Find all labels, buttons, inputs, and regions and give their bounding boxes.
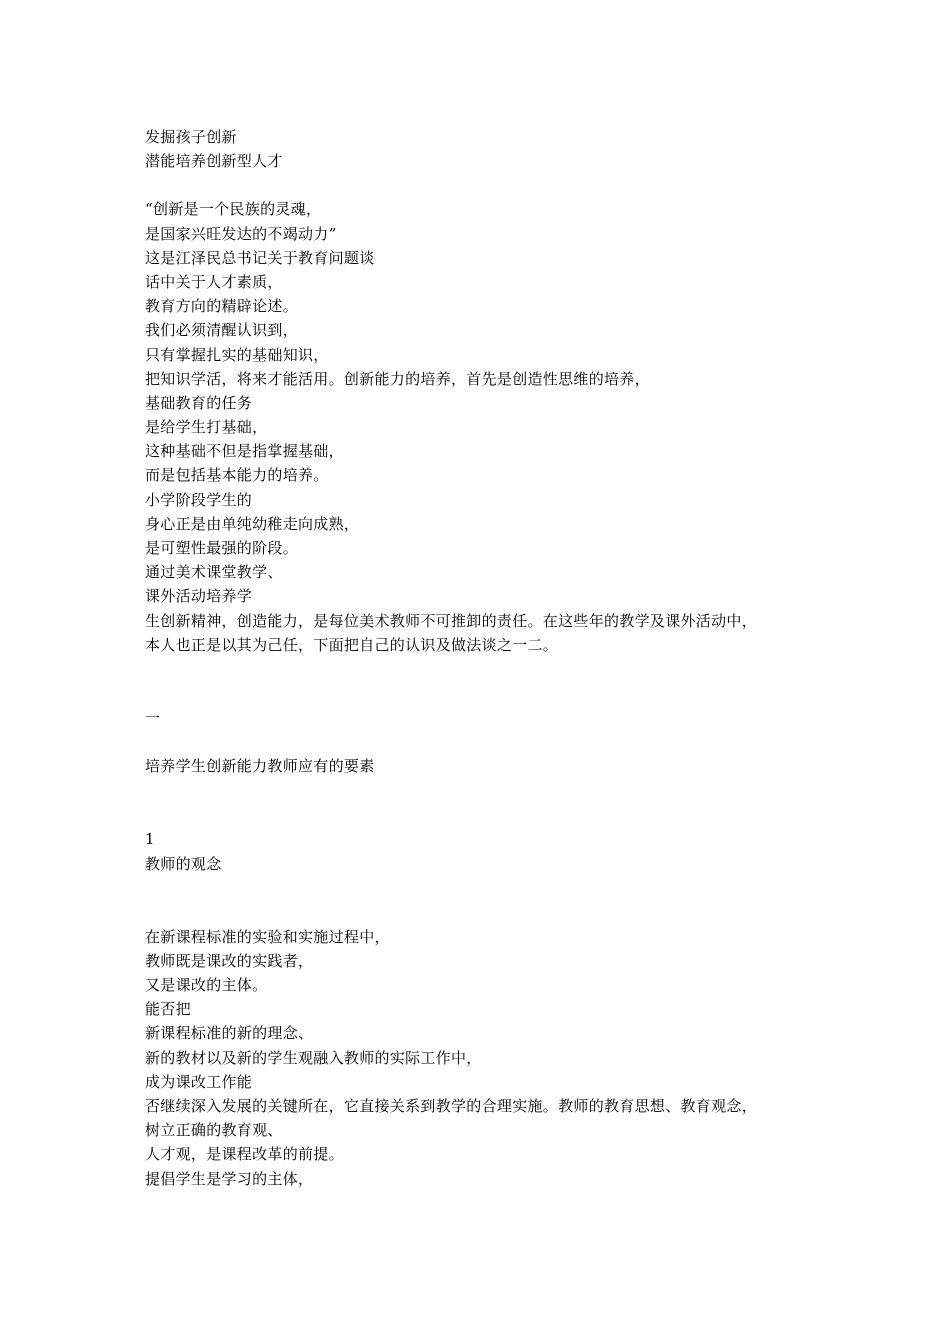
intro-line: 是可塑性最强的阶段。 — [145, 539, 299, 557]
intro-line: 只有掌握扎实的基础知识， — [145, 345, 329, 364]
body-line: 在新课程标准的实验和实施过程中， — [145, 927, 390, 946]
spacer — [145, 730, 825, 754]
intro-paragraph — [145, 197, 825, 657]
intro-line: 通过美术课堂教学、 — [145, 563, 283, 582]
spacer — [145, 173, 825, 197]
intro-line: 生创新精神，创造能力，是每位美术教师不可推卸的责任。在这些年的教学及课外活动中， — [145, 611, 758, 630]
intro-line: 而是包括基本能力的培养。 — [145, 466, 329, 485]
intro-line: 这是江泽民总书记关于教育问题谈 — [145, 248, 375, 267]
document-body — [145, 125, 825, 1191]
intro-line: 身心正是由单纯幼稚走向成熟， — [145, 514, 360, 533]
body-line: 人才观，是课程改革的前提。 — [145, 1145, 344, 1164]
intro-line: 课外活动培养学 — [145, 587, 253, 606]
body-line: 新课程标准的新的理念、 — [145, 1024, 314, 1043]
section-number: 一 — [145, 708, 161, 727]
intro-line: 把知识学活，将来才能活用。创新能力的培养，首先是创造性思维的培养， — [145, 369, 650, 388]
body-line: 成为课改工作能 — [145, 1072, 253, 1091]
intro-line: 教育方向的精辟论述。 — [145, 297, 299, 316]
intro-line: 这种基础不但是指掌握基础， — [145, 442, 344, 461]
body-line: 教师既是课改的实践者， — [145, 951, 314, 970]
body-line: 提倡学生是学习的主体， — [145, 1169, 314, 1188]
intro-line: 是给学生打基础， — [145, 418, 268, 437]
intro-line: 基础教育的任务 — [145, 393, 253, 412]
spacer — [145, 657, 825, 706]
body-line: 新的教材以及新的学生观融入教师的实际工作中， — [145, 1048, 482, 1067]
intro-line: “创新是一个民族的灵魂， — [145, 200, 322, 219]
body-line: 否继续深入发展的关键所在，它直接关系到教学的合理实施。教师的教育思想、教育观念， — [145, 1097, 758, 1115]
spacer — [145, 876, 825, 925]
body-line: 树立正确的教育观、 — [145, 1121, 283, 1140]
body-paragraph — [145, 925, 825, 1191]
intro-line: 小学阶段学生的 — [145, 490, 253, 509]
section-heading: 培养学生创新能力教师应有的要素 — [145, 757, 375, 776]
title-line-2: 潜能培养创新型人才 — [145, 152, 283, 171]
subsection-heading: 教师的观念 — [145, 854, 222, 873]
intro-line: 我们必须清醒认识到， — [145, 321, 299, 340]
spacer — [145, 778, 825, 827]
intro-line: 是国家兴旺发达的不竭动力” — [145, 224, 337, 243]
intro-line: 话中关于人才素质， — [145, 272, 283, 291]
body-line: 又是课改的主体。 — [145, 976, 268, 995]
title-line-1: 发掘孩子创新 — [145, 128, 237, 146]
intro-line: 本人也正是以其为己任，下面把自己的认识及做法谈之一二。 — [145, 635, 559, 654]
body-line: 能否把 — [145, 1000, 191, 1019]
subsection-number: 1 — [145, 830, 155, 849]
